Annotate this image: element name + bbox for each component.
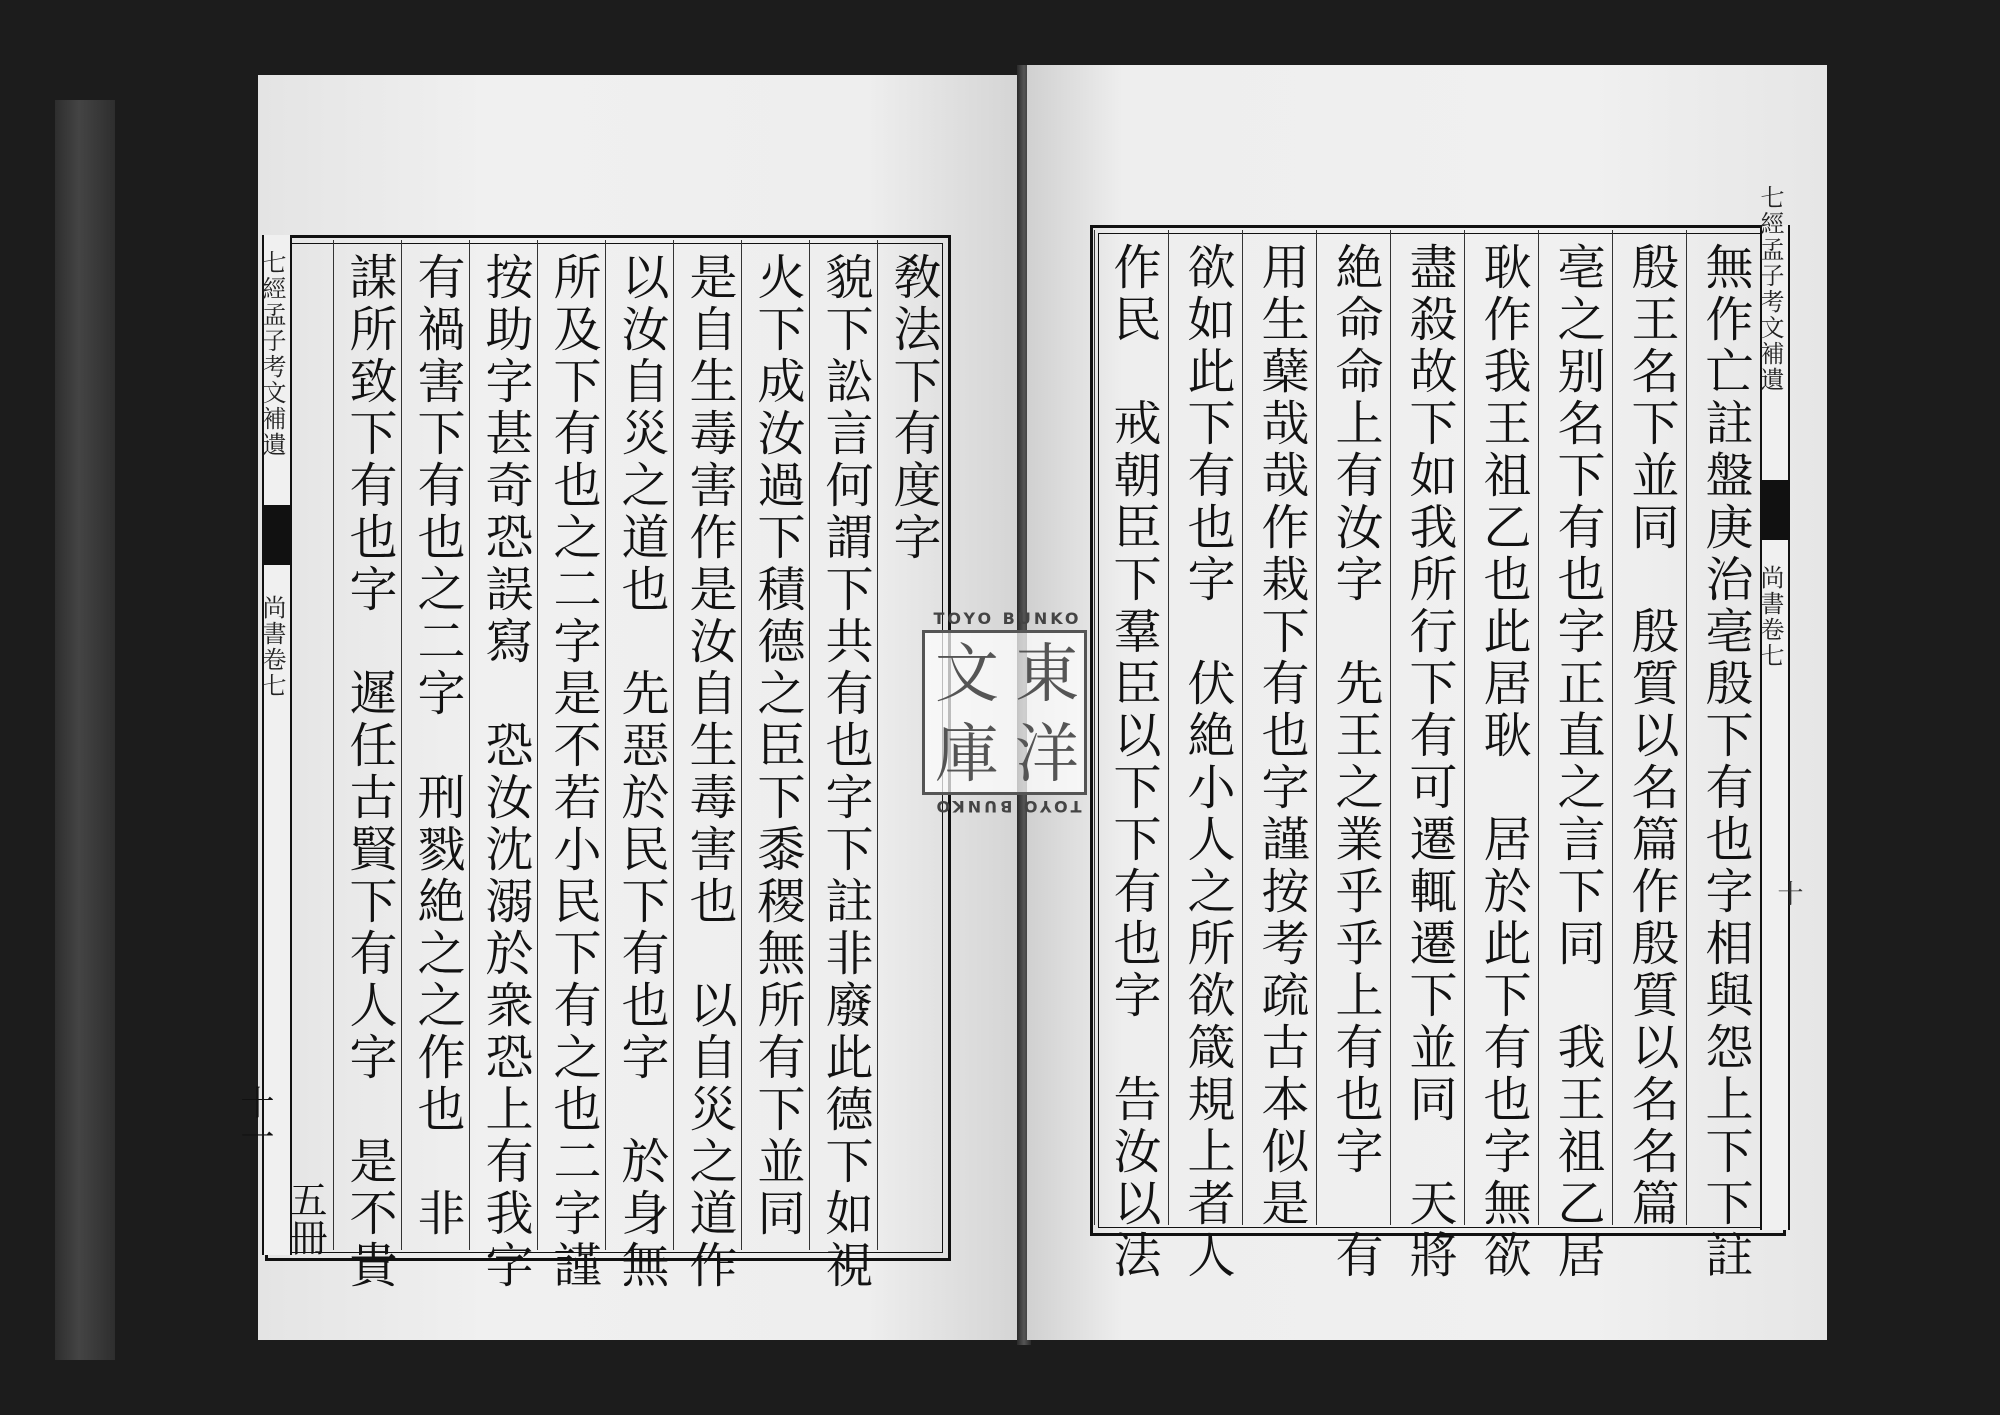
left-column-rule: [605, 240, 606, 1250]
right-column-rule: [1242, 230, 1243, 1225]
left-text-column: 所及下有也之二字是不若小民下有之也二字謹: [545, 252, 601, 1292]
right-text-column: 耿作我王祖乙也此居耿 居於此下有也字無欲: [1475, 242, 1531, 1282]
right-text-column: 欲如此下有也字 伏絶小人之所欲箴規上者人: [1179, 242, 1235, 1282]
seal-glyph-1: 東: [1015, 638, 1079, 712]
left-text-column: 謀所致下有也字 遲任古賢下有人字 是不貴: [341, 252, 397, 1292]
right-column-rule: [1612, 230, 1613, 1225]
left-column-rule: [809, 240, 810, 1250]
right-text-column: 亳之别名下有也字正直之言下同 我王祖乙居: [1549, 242, 1605, 1282]
left-column-rule: [673, 240, 674, 1250]
right-column-rule: [1168, 230, 1169, 1225]
toyo-bunko-library-seal: [922, 609, 1087, 816]
left-text-column: 敎法下有度字: [885, 252, 941, 564]
left-volume-mark: 五冊: [283, 1180, 327, 1256]
right-text-column: 絶命命上有汝字 先王之業乎乎上有也字 有: [1327, 242, 1383, 1282]
left-column-rule: [537, 240, 538, 1250]
right-column-rule: [1390, 230, 1391, 1225]
right-column-rule: [1094, 230, 1095, 1225]
right-column-rule: [1538, 230, 1539, 1225]
left-banner-title: 七經孟子考文補遺: [258, 250, 286, 458]
right-text-column: 盡殺故下如我所行下有可遷輒遷下並同 天將: [1401, 242, 1457, 1282]
left-column-rule: [333, 240, 334, 1250]
right-page-banner: [1756, 185, 1790, 1230]
right-text-column: 作民 戒朝臣下羣臣以下下有也字 告汝以法: [1105, 242, 1161, 1282]
left-column-rule: [469, 240, 470, 1250]
right-text-column: 無作亡註盤庚治亳殷下有也字相與怨上下下註: [1697, 242, 1753, 1282]
right-text-column: 用生蘖哉哉作栽下有也字謹按考疏古本似是: [1253, 242, 1309, 1230]
right-fishtail-mark: [1760, 480, 1790, 540]
left-column-rule: [877, 240, 878, 1250]
right-banner-title: 七經孟子考文補遺: [1756, 185, 1784, 393]
seal-top-text: TOYO BUNKO: [933, 609, 1082, 628]
seal-glyph-2: 洋: [1015, 718, 1079, 792]
right-column-rule: [1316, 230, 1317, 1225]
left-text-column: 火下成汝過下積德之臣下黍稷無所有下並同: [749, 252, 805, 1240]
left-banner-subtitle: 尚書卷七: [258, 595, 286, 699]
left-text-column: 按助字甚奇恐誤寫 恐汝沈溺於衆恐上有我字: [477, 252, 533, 1292]
left-text-column: 貌下訟言何謂下共有也字下註非廢此德下如視: [817, 252, 873, 1292]
right-text-column: 殷王名下並同 殷質以名篇作殷質以名名篇: [1623, 242, 1679, 1230]
right-banner-subtitle: 尚書卷七: [1756, 565, 1784, 669]
left-text-column: 有禍害下有也之二字 刑戮絶之之作也 非: [409, 252, 465, 1240]
seal-bottom-text: TOYO BUNKO: [933, 797, 1082, 816]
left-text-column: 是自生毒害作是汝自生毒害也 以自災之道作: [681, 252, 737, 1292]
book-edge-left: [55, 100, 115, 1360]
right-column-rule: [1464, 230, 1465, 1225]
seal-glyph-4: 庫: [935, 718, 999, 792]
left-column-rule: [741, 240, 742, 1250]
seal-glyph-3: 文: [935, 638, 999, 712]
right-page-number: 十: [1773, 880, 1803, 906]
left-page-number: 十一: [234, 1085, 274, 1153]
left-column-rule: [401, 240, 402, 1250]
left-text-column: 以汝自災之道也 先惡於民下有也字 於身無: [613, 252, 669, 1292]
left-fishtail-mark: [262, 505, 292, 565]
right-column-rule: [1686, 230, 1687, 1225]
